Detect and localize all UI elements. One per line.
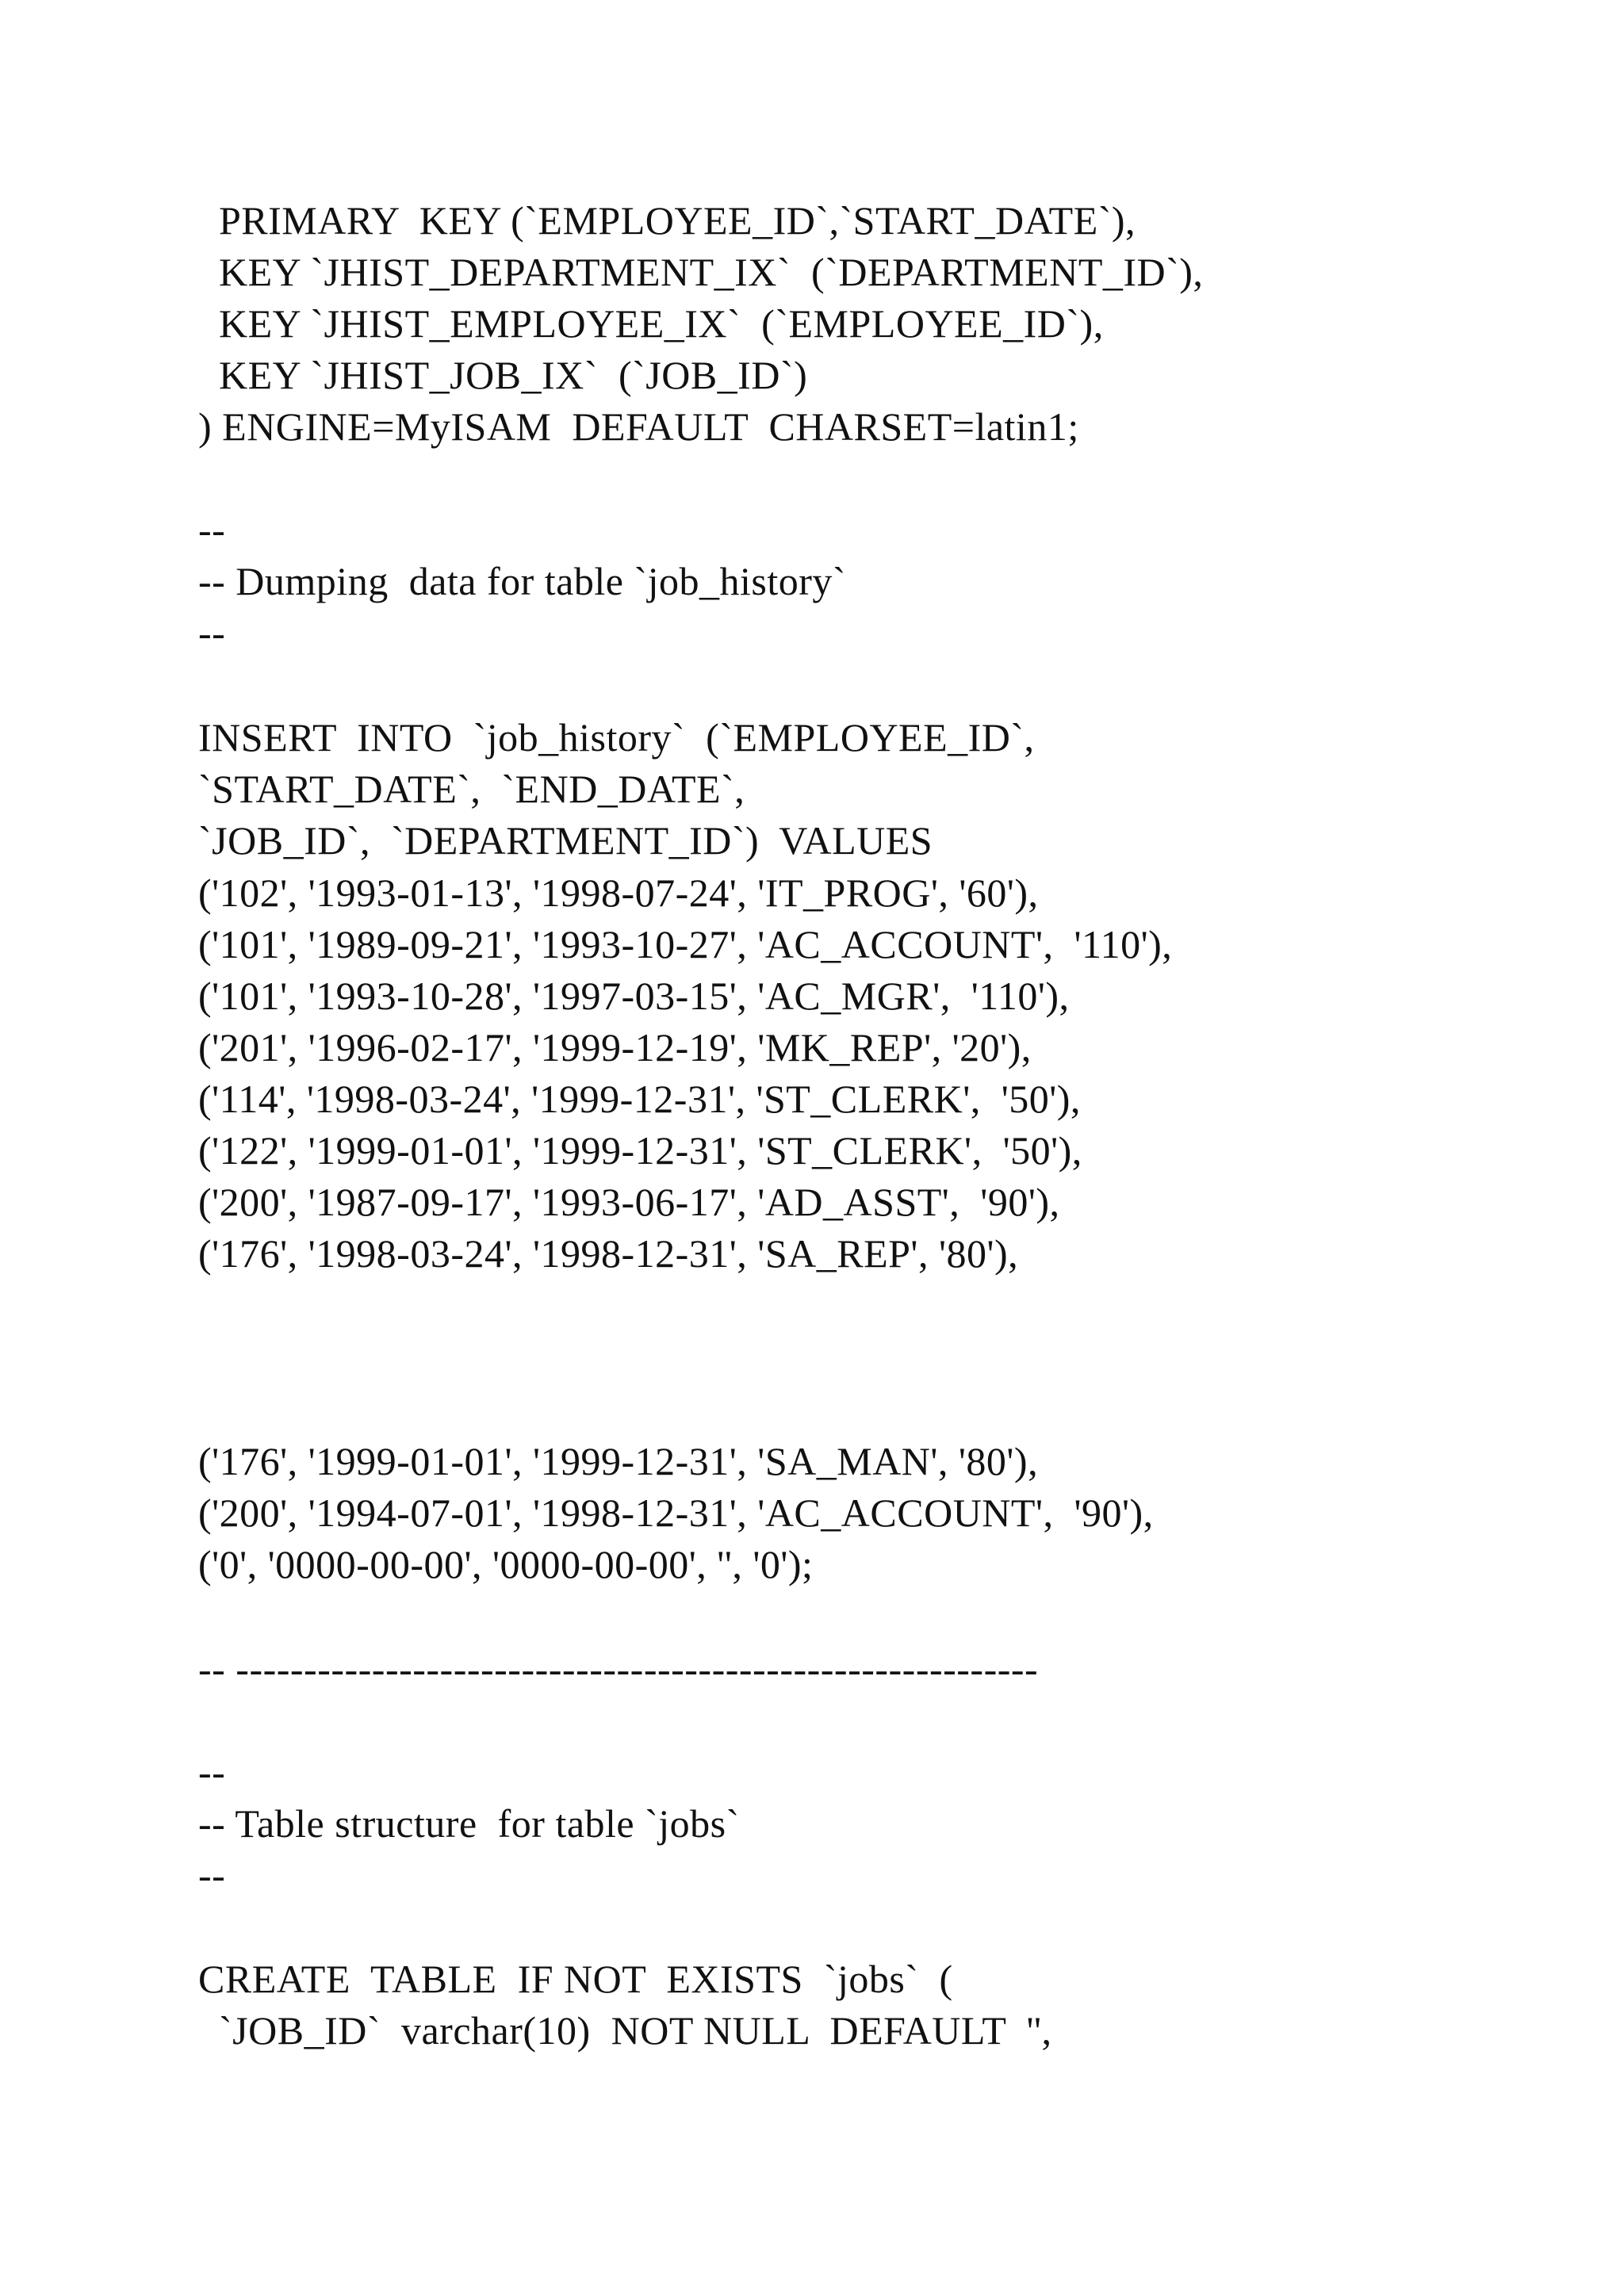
- code-line: ('114', '1998-03-24', '1999-12-31', 'ST_CLERK', '50'),: [198, 1077, 1081, 1121]
- code-line: ('0', '0000-00-00', '0000-00-00', '', '0');: [198, 1542, 814, 1586]
- code-line: ('102', '1993-01-13', '1998-07-24', 'IT_PROG', '60'),: [198, 871, 1039, 915]
- code-line: ('176', '1998-03-24', '1998-12-31', 'SA_REP', '80'),: [198, 1231, 1019, 1276]
- code-line: `START_DATE`, `END_DATE`,: [198, 767, 745, 811]
- code-line: ('200', '1987-09-17', '1993-06-17', 'AD_ASST', '90'),: [198, 1180, 1060, 1224]
- comment-line: --: [198, 507, 226, 552]
- code-line: PRIMARY KEY (`EMPLOYEE_ID`,`START_DATE`),: [198, 198, 1136, 243]
- comment-line: --: [198, 610, 226, 655]
- code-line: `JOB_ID`, `DEPARTMENT_ID`) VALUES: [198, 818, 933, 863]
- code-line: ('201', '1996-02-17', '1999-12-19', 'MK_REP', '20'),: [198, 1025, 1032, 1070]
- comment-line: --: [198, 1750, 226, 1794]
- code-line: KEY `JHIST_JOB_IX` (`JOB_ID`): [198, 353, 808, 397]
- code-line: ('176', '1999-01-01', '1999-12-31', 'SA_MAN', '80'),: [198, 1439, 1039, 1483]
- comment-line: --: [198, 1853, 226, 1897]
- code-line: ('200', '1994-07-01', '1998-12-31', 'AC_ACCOUNT', '90'),: [198, 1490, 1154, 1535]
- code-line: ) ENGINE=MyISAM DEFAULT CHARSET=latin1;: [198, 404, 1079, 449]
- comment-line: -- Table structure for table `jobs`: [198, 1801, 740, 1846]
- code-line: KEY `JHIST_EMPLOYEE_IX` (`EMPLOYEE_ID`),: [198, 301, 1104, 346]
- code-line: KEY `JHIST_DEPARTMENT_IX` (`DEPARTMENT_ID`),: [198, 250, 1204, 294]
- code-line: `JOB_ID` varchar(10) NOT NULL DEFAULT '',: [198, 2008, 1052, 2053]
- separator-line: -- -----------------------------------------------------------: [198, 1647, 1039, 1691]
- code-line: INSERT INTO `job_history` (`EMPLOYEE_ID`,: [198, 715, 1035, 760]
- comment-line: -- Dumping data for table `job_history`: [198, 559, 847, 603]
- code-line: ('122', '1999-01-01', '1999-12-31', 'ST_CLERK', '50'),: [198, 1128, 1082, 1173]
- code-line: CREATE TABLE IF NOT EXISTS `jobs` (: [198, 1957, 953, 2001]
- code-line: ('101', '1989-09-21', '1993-10-27', 'AC_ACCOUNT', '110'),: [198, 922, 1173, 966]
- code-line: ('101', '1993-10-28', '1997-03-15', 'AC_MGR', '110'),: [198, 974, 1070, 1018]
